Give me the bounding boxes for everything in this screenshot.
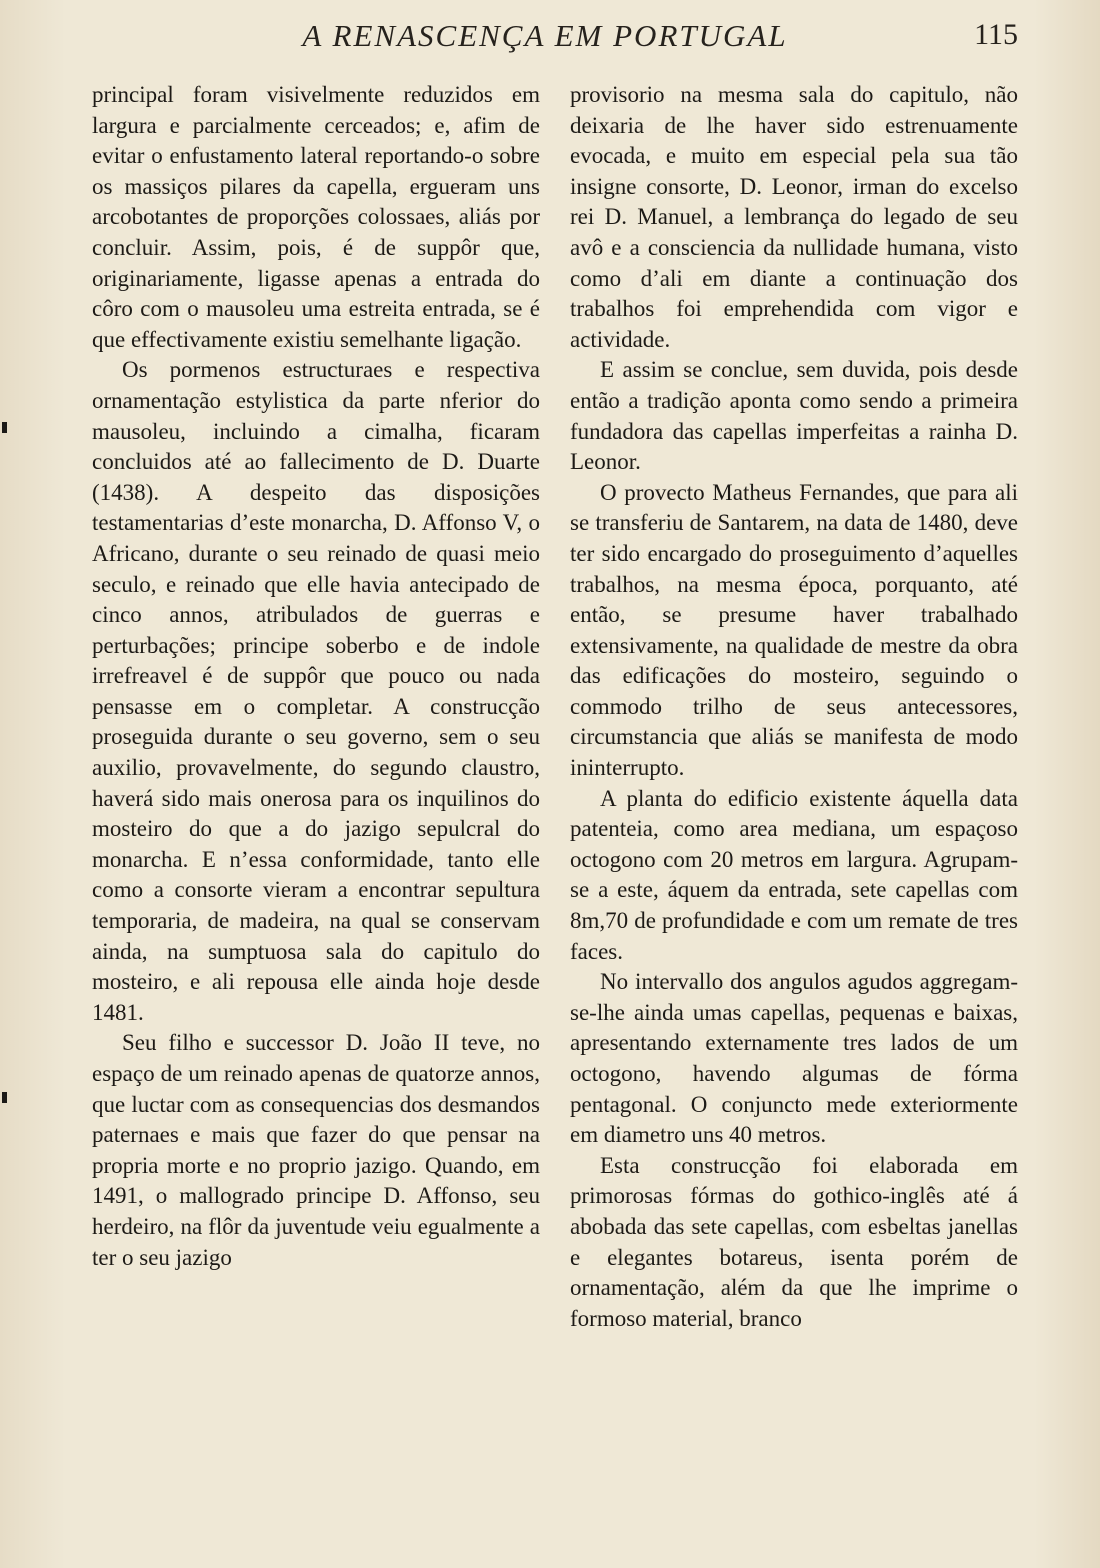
right-column <box>570 80 1018 1334</box>
paragraph: Esta construcção foi elaborada em primorosas fórmas do gothico-inglês até á abobada das sete capellas, com esbeltas janellas e elegantes botareus, isenta porém de ornamentação, além da que lhe imprime o formoso material, branco <box>570 1152 1018 1331</box>
left-column <box>92 80 540 1273</box>
paragraph: E assim se conclue, sem duvida, pois desde então a tradição aponta como sendo a primeira fundadora das capellas imperfeitas a rainha D. Leonor. <box>570 357 1018 475</box>
running-head <box>0 18 1100 58</box>
margin-mark <box>2 422 7 433</box>
paragraph: provisorio na mesma sala do capitulo, não deixaria de lhe haver sido estrenuamente evocada, e muito em especial pela sua tão insigne consorte, D. Leonor, irman do excelso rei D. Manuel, a lembrança do legado de seu avô e a consciencia da nullidade humana, visto como d’ali em diante a continuação dos trabalhos foi emprehendida com vigor e actividade. <box>570 82 1018 352</box>
paragraph: O provecto Matheus Fernandes, que para ali se transferiu de Santarem, na data de 1480, deve ter sido encargado do proseguimento d’aquelles trabalhos, na mesma época, porquanto, até então, se presume haver trabalhado extensivamente, na qualidade de mestre da obra das edificações do mosteiro, seguindo o commodo trilho de seus antecessores, circumstancia que aliás se manifesta de modo ininterrupto. <box>570 479 1018 781</box>
journal-title: A RENASCENÇA EM PORTUGAL <box>302 18 788 53</box>
paragraph: Os pormenos estructuraes e respectiva ornamentação estylistica da parte nferior do mausoleu, incluindo a cimalha, ficaram concluidos até ao fallecimento de D. Duarte (1438). A despeito das disposições testamentarias d’este monarcha, D. Affonso V, o Africano, durante o seu reinado de quasi meio seculo, e reinado que elle havia antecipado de cinco annos, atribulados de guerras e perturbações; principe soberbo e de indole irrefreavel é de suppôr que pouco ou nada pensasse em o completar. A construcção proseguida durante o seu governo, sem o seu auxilio, provavelmente, do segundo claustro, haverá sido mais onerosa para os inquilinos do mosteiro do que a do jazigo sepulcral do monarcha. E n’essa conformidade, tanto elle como a consorte vieram a encontrar sepultura temporaria, de madeira, na qual se conservam ainda, na sumptuosa sala do capitulo do mosteiro, e ali repousa elle ainda hoje desde 1481. <box>92 357 540 1025</box>
paragraph: Seu filho e successor D. João II teve, no espaço de um reinado apenas de quatorze annos, que luctar com as consequencias dos desmandos paternaes e mais que fazer do que pensar na propria morte e no proprio jazigo. Quando, em 1491, o mallogrado principe D. Affonso, seu herdeiro, na flôr da juventude veiu egualmente a ter o seu jazigo <box>92 1030 540 1270</box>
paragraph: No intervallo dos angulos agudos aggregam-se-lhe ainda umas capellas, pequenas e baixas, apresentando externamente tres lados de um octogono, havendo algumas de fórma pentagonal. O conjuncto mede exteriormente em diametro uns 40 metros. <box>570 969 1018 1148</box>
margin-mark <box>2 1092 7 1103</box>
paragraph: principal foram visivelmente reduzidos em largura e parcialmente cerceados; e, afim de evitar o enfustamento lateral reportando-o sobre os massiços pilares da capella, ergueram uns arcobotantes de proporções colossaes, aliás por concluir. Assim, pois, é de suppôr que, originariamente, ligasse apenas a entrada do côro com o mausoleu uma estreita entrada, se é que effectivamente existiu semelhante ligação. <box>92 82 540 352</box>
paragraph: A planta do edificio existente áquella data patenteia, como area mediana, um espaçoso octogono com 20 metros em largura. Agrupam-se a este, áquem da entrada, sete capellas com 8m,70 de profundidade e com um remate de tres faces. <box>570 785 1018 964</box>
page-number: 115 <box>974 18 1018 51</box>
